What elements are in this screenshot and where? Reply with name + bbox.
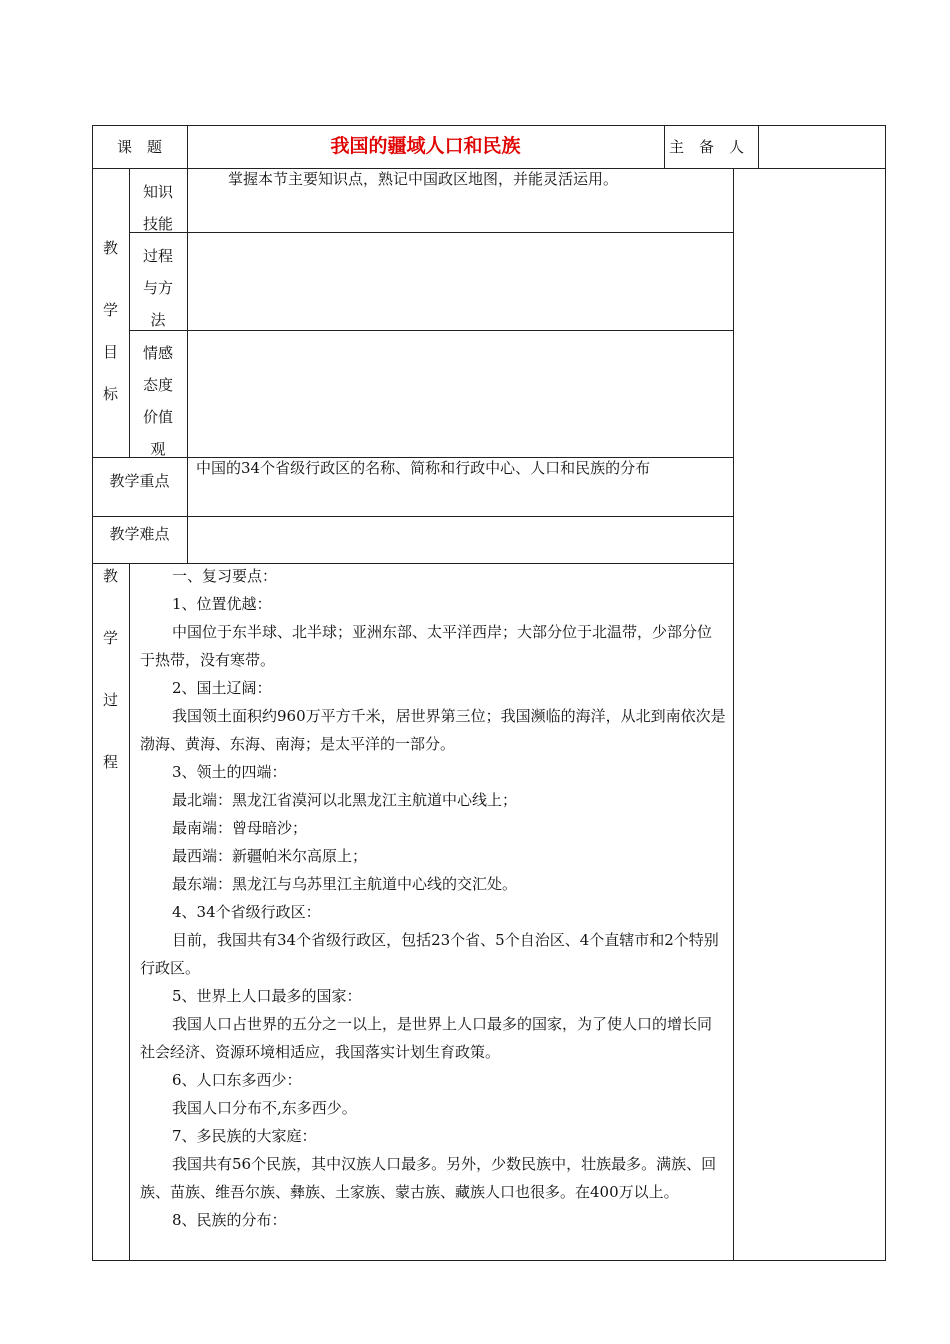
table-rule-vertical xyxy=(664,125,665,169)
table-rule-vertical xyxy=(758,125,759,169)
section-heading: 7、多民族的大家庭： xyxy=(172,1127,317,1145)
section-heading: 1、位置优越： xyxy=(172,595,272,613)
table-border-bottom xyxy=(92,1260,886,1261)
label-line: 态度 xyxy=(142,376,173,394)
label-line: 过程 xyxy=(142,247,173,265)
process-label-char: 学 xyxy=(102,629,118,647)
paragraph: 最北端：黑龙江省漠河以北黑龙江主航道中心线上； xyxy=(172,791,518,809)
table-rule xyxy=(129,330,733,331)
paragraph: 目前，我国共有34个省级行政区，包括23个省、5个自治区、4个直辖市和2个特别行政区。 xyxy=(140,931,719,977)
table-rule-vertical xyxy=(129,563,130,1261)
topic-label: 课 题 xyxy=(116,138,162,156)
key-points-label: 教学重点 xyxy=(109,472,170,490)
process-label-char: 教 xyxy=(102,567,118,585)
paragraph: 最南端：曾母暗沙； xyxy=(172,819,308,837)
paragraph: 我国人口占世界的五分之一以上，是世界上人口最多的国家，为了使人口的增长同社会经济、资源环境相适应，我国落实计划生育政策。 xyxy=(140,1015,713,1061)
label-line: 观 xyxy=(150,440,166,458)
table-border-top xyxy=(92,125,886,126)
objectives-label-char: 目 xyxy=(102,343,118,361)
paragraph: 中国位于东半球、北半球；亚洲东部、太平洋西岸；大部分位于北温带，少部分位于热带，没有寒带。 xyxy=(140,623,713,669)
process-section-body xyxy=(140,562,726,1234)
review-heading: 一、复习要点： xyxy=(172,567,278,585)
knowledge-skills-content: 掌握本节主要知识点，熟记中国政区地图，并能灵活运用。 xyxy=(228,170,619,188)
label-line: 与方 xyxy=(142,279,173,297)
process-label-char: 过 xyxy=(102,691,118,709)
difficulties-label: 教学难点 xyxy=(109,525,170,543)
label-line: 知识 xyxy=(142,183,173,201)
table-border-right xyxy=(885,125,886,1261)
paragraph: 我国人口分布不,东多西少。 xyxy=(172,1099,357,1117)
objectives-label xyxy=(92,232,129,440)
label-line: 法 xyxy=(150,311,166,329)
table-rule xyxy=(129,232,733,233)
paragraph: 最东端：黑龙江与乌苏里江主航道中心线的交汇处。 xyxy=(172,875,518,893)
paragraph: 我国领土面积约960万平方千米，居世界第三位；我国濒临的海洋，从北到南依次是渤海、黄海、东海、南海；是太平洋的一部分。 xyxy=(140,707,726,753)
section-heading: 2、国土辽阔： xyxy=(172,679,272,697)
section-heading: 5、世界上人口最多的国家： xyxy=(172,987,362,1005)
preparer-label: 主 备 人 xyxy=(669,138,745,156)
knowledge-skills-label xyxy=(129,176,187,240)
label-line: 技能 xyxy=(142,215,173,233)
section-heading: 4、34个省级行政区： xyxy=(172,903,321,921)
table-rule xyxy=(92,457,733,458)
table-rule-header-bottom xyxy=(92,168,886,169)
table-rule xyxy=(92,516,733,517)
key-points-content: 中国的34个省级行政区的名称、简称和行政中心、人口和民族的分布 xyxy=(196,459,651,477)
process-section-label xyxy=(92,560,129,808)
objectives-label-char: 学 xyxy=(102,301,118,319)
process-methods-label xyxy=(129,240,187,336)
objectives-label-char: 教 xyxy=(102,239,118,257)
section-heading: 3、领土的四端： xyxy=(172,763,287,781)
objectives-label-char: 标 xyxy=(102,385,118,403)
section-heading: 8、民族的分布： xyxy=(172,1211,287,1229)
process-label-char: 程 xyxy=(102,753,118,771)
emotion-values-label xyxy=(129,337,187,465)
label-line: 价值 xyxy=(142,408,173,426)
paragraph: 我国共有56个民族，其中汉族人口最多。另外，少数民族中，壮族最多。满族、回族、苗族、维吾尔族、彝族、土家族、蒙古族、藏族人口也很多。在400万以上。 xyxy=(140,1155,717,1201)
page-title: 我国的疆域人口和民族 xyxy=(330,135,521,157)
table-rule-vertical xyxy=(733,168,734,1261)
section-heading: 6、人口东多西少： xyxy=(172,1071,302,1089)
label-line: 情感 xyxy=(142,344,173,362)
table-rule-vertical xyxy=(187,168,188,564)
paragraph: 最西端：新疆帕米尔高原上； xyxy=(172,847,368,865)
